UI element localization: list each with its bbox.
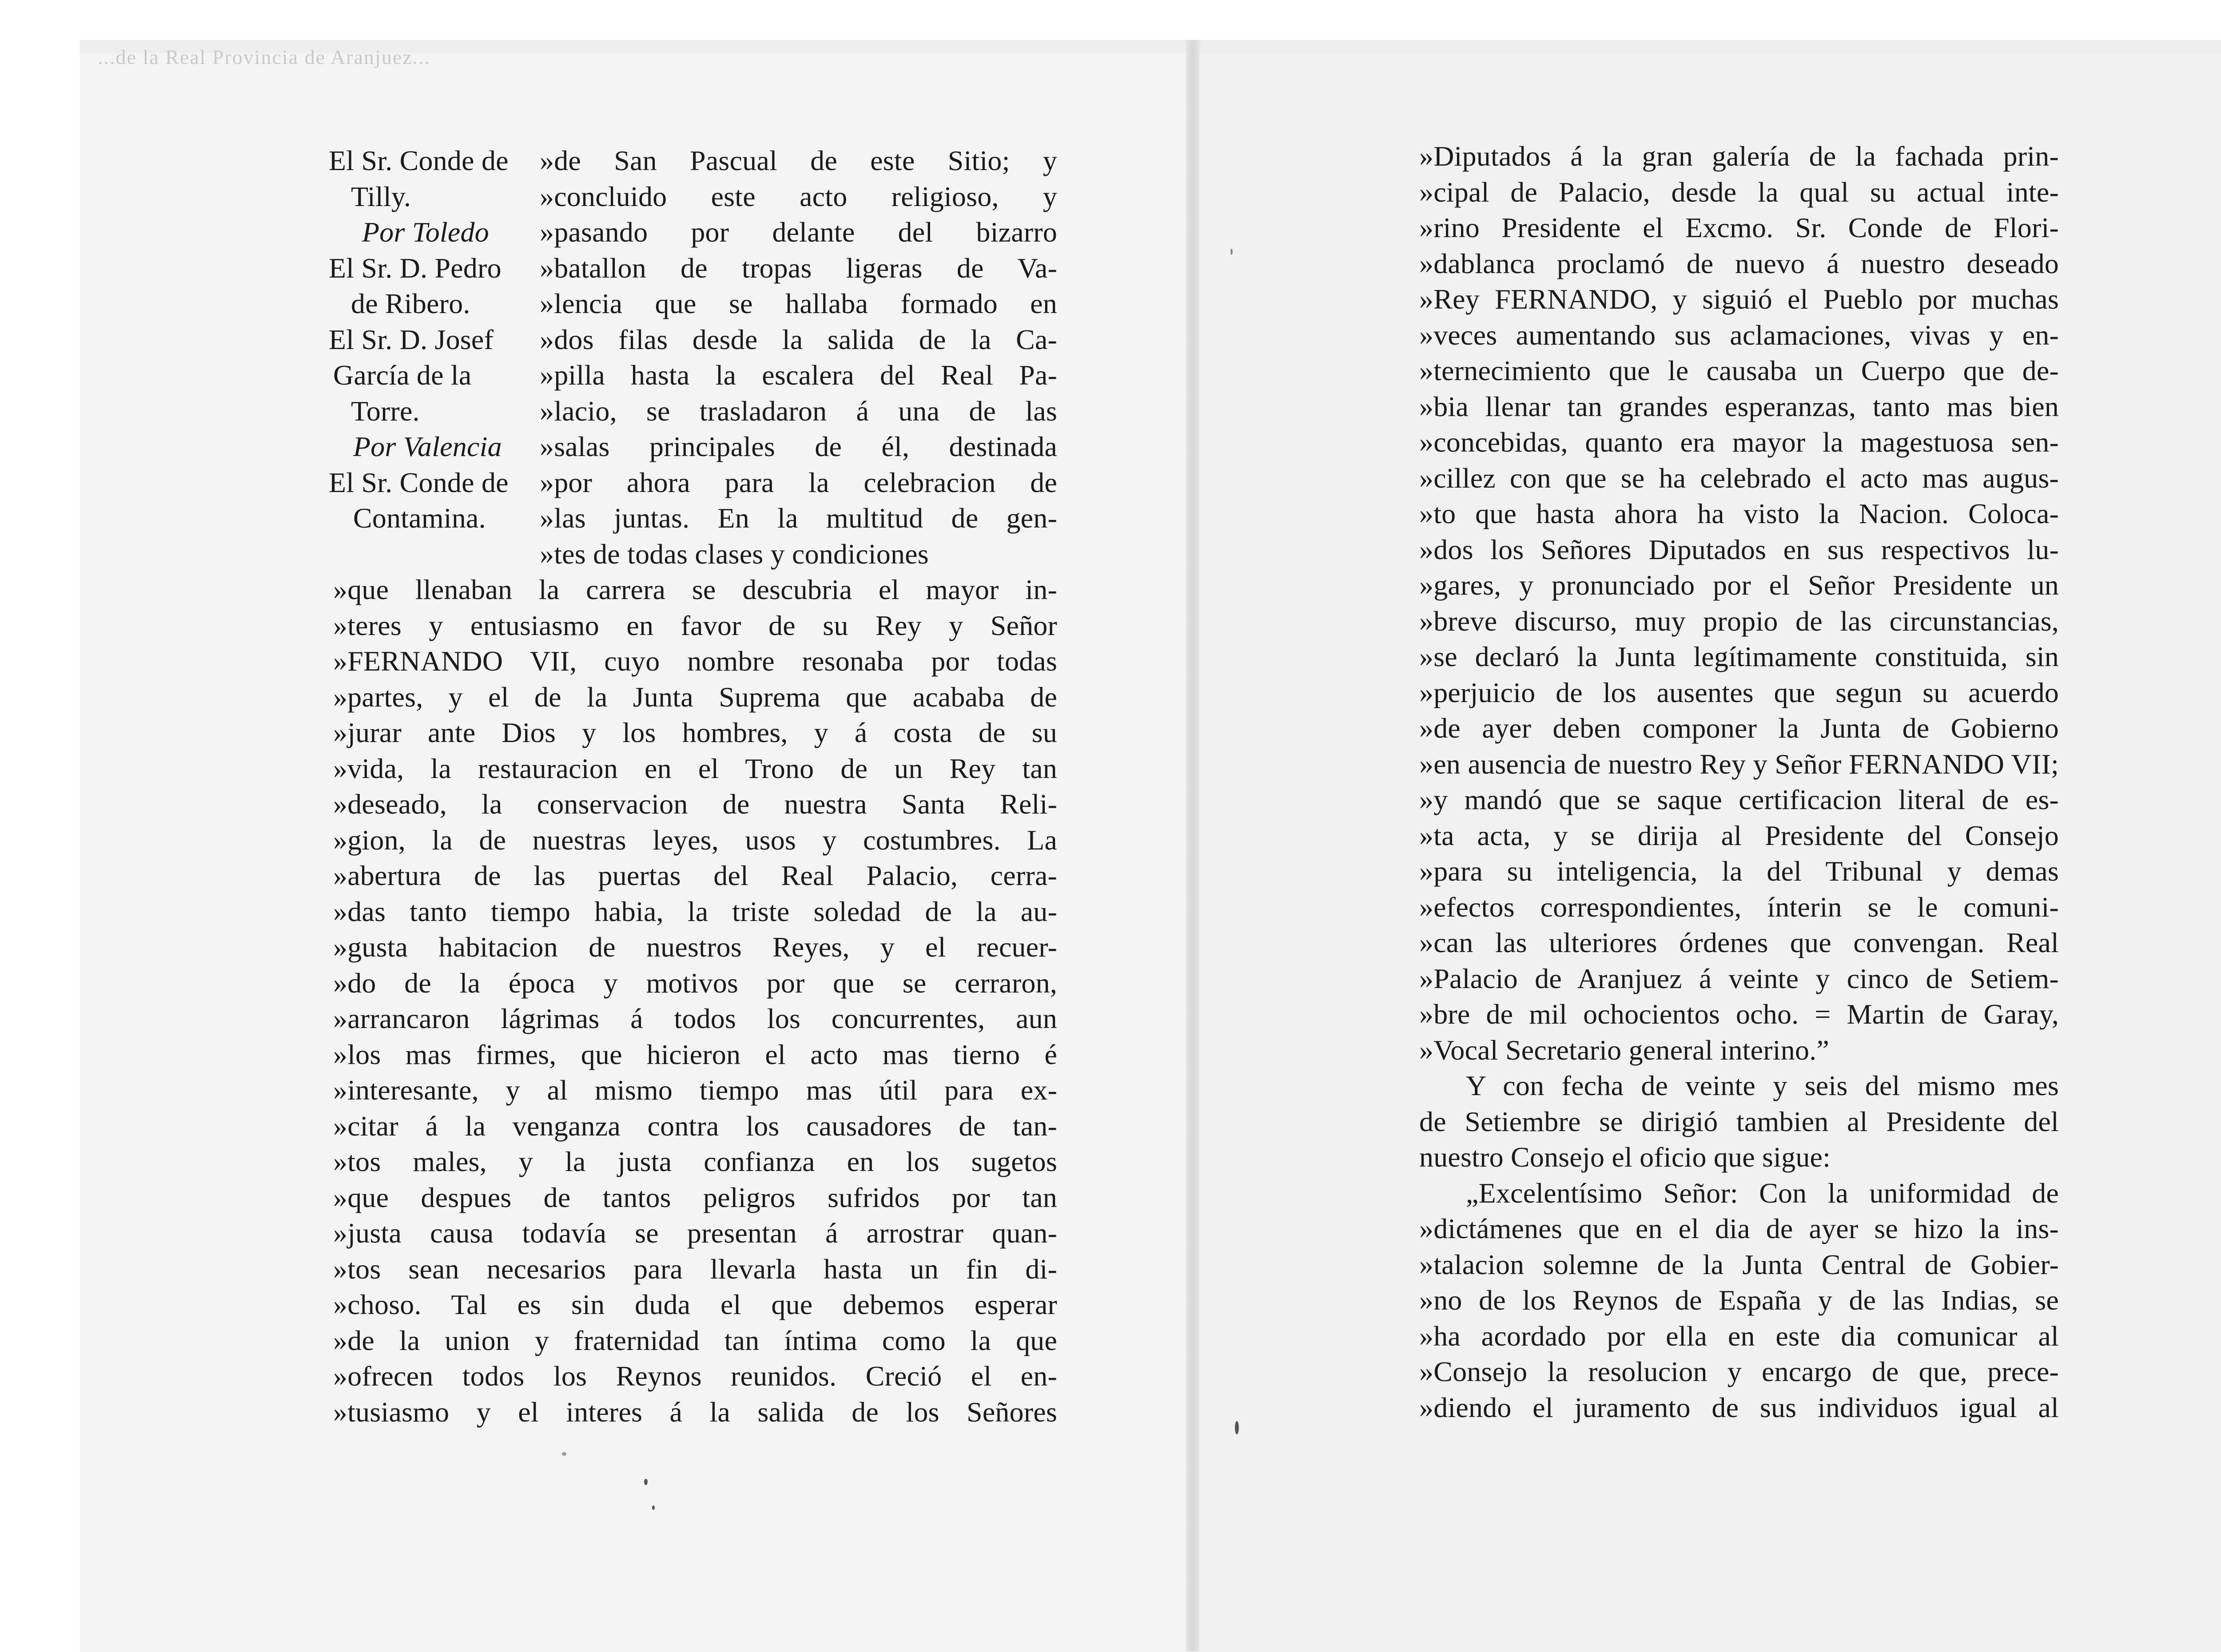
text-line: »pilla hasta la escalera del Real Pa- (540, 359, 1057, 391)
text-line: »interesante, y al mismo tiempo mas útil para ex- (333, 1074, 1057, 1106)
text-line: »bre de mil ochocientos ocho. = Martin de Garay, (1419, 998, 2059, 1030)
text-line: »lencia que se hallaba formado en (540, 288, 1057, 319)
text-line: »dictámenes que en el dia de ayer se hizo la ins- (1419, 1213, 2059, 1244)
text-line: »tos sean necesarios para llevarla hasta un fin di- (333, 1253, 1057, 1285)
margin-entry: Por Valencia (353, 431, 502, 462)
ink-speck (1230, 249, 1233, 255)
text-line: »justa causa todavía se presentan á arrostrar quan- (333, 1217, 1057, 1249)
text-line: »dos los Señores Diputados en sus respectivos lu- (1419, 533, 2059, 565)
ink-speck (652, 1505, 655, 1510)
text-line: »diendo el juramento de sus individuos igual al (1419, 1391, 2059, 1423)
text-line: »Palacio de Aranjuez á veinte y cinco de Setiem- (1419, 962, 2059, 994)
text-line: »los mas firmes, que hicieron el acto mas tierno é (333, 1038, 1057, 1070)
text-line: »choso. Tal es sin duda el que debemos esperar (333, 1289, 1057, 1320)
right-page (1199, 53, 2221, 1652)
text-line: »dablanca proclamó de nuevo á nuestro deseado (1419, 247, 2059, 279)
margin-entry: Por Toledo (362, 216, 489, 248)
text-line: »concluido este acto religioso, y (540, 180, 1057, 212)
text-line: »teres y entusiasmo en favor de su Rey y Señor (333, 609, 1057, 641)
text-line: »de la union y fraternidad tan íntima como la que (333, 1324, 1057, 1356)
text-line: »para su inteligencia, la del Tribunal y demas (1419, 855, 2059, 887)
text-line: »en ausencia de nuestro Rey y Señor FERNANDO VII; (1419, 748, 2059, 780)
text-line: »ha acordado por ella en este dia comunicar al (1419, 1320, 2059, 1352)
margin-entry: El Sr. D. Pedro (329, 252, 502, 284)
text-line: »breve discurso, muy propio de las circunstancias, (1419, 605, 2059, 637)
text-line: »que llenaban la carrera se descubria el mayor in- (333, 574, 1057, 605)
text-line: »cipal de Palacio, desde la qual su actual inte- (1419, 176, 2059, 208)
text-line: »tes de todas clases y condiciones (540, 538, 929, 570)
text-line: „Excelentísimo Señor: Con la uniformidad de (1466, 1177, 2059, 1209)
text-line: »Rey FERNANDO, y siguió el Pueblo por muchas (1419, 283, 2059, 315)
ink-speck (562, 1452, 566, 1456)
text-line: »can las ulteriores órdenes que convengan. Real (1419, 927, 2059, 958)
text-line: »por ahora para la celebracion de (540, 466, 1057, 498)
text-line: »arrancaron lágrimas á todos los concurrentes, aun (333, 1003, 1057, 1034)
text-line: »concebidas, quanto era mayor la magestuosa sen- (1419, 426, 2059, 458)
text-line: »que despues de tantos peligros sufridos por tan (333, 1181, 1057, 1213)
text-line: »efectos correspondientes, ínterin se le comuni- (1419, 891, 2059, 923)
text-line: de Setiembre se dirigió tambien al Presidente del (1419, 1105, 2059, 1137)
text-line: »de San Pascual de este Sitio; y (540, 145, 1057, 176)
text-line: »partes, y el de la Junta Suprema que acababa de (333, 681, 1057, 713)
text-line: »no de los Reynos de España y de las Indias, se (1419, 1284, 2059, 1316)
text-line: Y con fecha de veinte y seis del mismo mes (1466, 1070, 2059, 1101)
text-line: »dos filas desde la salida de la Ca- (540, 323, 1057, 355)
text-line: »FERNANDO VII, cuyo nombre resonaba por todas (333, 645, 1057, 677)
text-line: »gion, la de nuestras leyes, usos y costumbres. La (333, 824, 1057, 856)
text-line: »jurar ante Dios y los hombres, y á costa de su (333, 717, 1057, 748)
text-line: »batallon de tropas ligeras de Va- (540, 252, 1057, 284)
text-line: »to que hasta ahora ha visto la Nacion. Coloca- (1419, 498, 2059, 529)
text-line: nuestro Consejo el oficio que sigue: (1419, 1141, 1831, 1173)
text-line: »veces aumentando sus aclamaciones, vivas y en- (1419, 319, 2059, 351)
text-line: »deseado, la conservacion de nuestra Santa Reli- (333, 788, 1057, 820)
text-line: »do de la época y motivos por que se cerraron, (333, 967, 1057, 999)
margin-entry: Torre. (351, 395, 420, 427)
book-gutter (1186, 40, 1200, 1652)
text-line: »talacion solemne de la Junta Central de Gobier- (1419, 1248, 2059, 1280)
text-line: »y mandó que se saque certificacion literal de es- (1419, 784, 2059, 815)
text-line: »salas principales de él, destinada (540, 431, 1057, 462)
text-line: »Diputados á la gran galería de la fachada prin- (1419, 140, 2059, 172)
margin-entry: de Ribero. (351, 288, 470, 319)
text-line: »ofrecen todos los Reynos reunidos. Creció el en- (333, 1360, 1057, 1392)
text-line: »pasando por delante del bizarro (540, 216, 1057, 248)
margin-entry: Contamina. (353, 502, 486, 534)
margin-entry: El Sr. D. Josef (329, 323, 494, 355)
margin-entry: El Sr. Conde de (329, 145, 509, 176)
margin-entry: El Sr. Conde de (329, 466, 509, 498)
text-line: »se declaró la Junta legítimamente constituida, sin (1419, 641, 2059, 672)
text-line: »das tanto tiempo habia, la triste soledad de la au- (333, 895, 1057, 927)
margin-entry: García de la (333, 359, 472, 391)
text-line: »de ayer deben componer la Junta de Gobierno (1419, 712, 2059, 744)
text-line: »abertura de las puertas del Real Palacio, cerra- (333, 860, 1057, 891)
left-page (80, 46, 1187, 1652)
bleed-through-header: ...de la Real Provincia de Aranjuez... (98, 46, 431, 68)
text-line: »gares, y pronunciado por el Señor Presidente un (1419, 569, 2059, 601)
text-line: »gusta habitacion de nuestros Reyes, y el recuer- (333, 931, 1057, 963)
book-spread (80, 40, 2221, 1652)
text-line: »ta acta, y se dirija al Presidente del Consejo (1419, 819, 2059, 851)
text-line: »bia llenar tan grandes esperanzas, tanto mas bien (1419, 390, 2059, 422)
text-line: »Vocal Secretario general interino.” (1419, 1034, 1829, 1066)
text-line: »las juntas. En la multitud de gen- (540, 502, 1057, 534)
text-line: »vida, la restauracion en el Trono de un Rey tan (333, 752, 1057, 784)
text-line: »tos males, y la justa confianza en los sugetos (333, 1146, 1057, 1177)
text-line: »lacio, se trasladaron á una de las (540, 395, 1057, 427)
text-line: »Consejo la resolucion y encargo de que, prece- (1419, 1356, 2059, 1387)
ink-speck (644, 1479, 648, 1485)
margin-entry: Tilly. (351, 180, 411, 212)
text-line: »rino Presidente el Excmo. Sr. Conde de Flori- (1419, 212, 2059, 243)
text-line: »perjuicio de los ausentes que segun su acuerdo (1419, 676, 2059, 708)
ink-speck (1235, 1421, 1239, 1434)
text-line: »tusiasmo y el interes á la salida de los Señores (333, 1396, 1057, 1428)
text-line: »cillez con que se ha celebrado el acto mas augus- (1419, 462, 2059, 494)
text-line: »ternecimiento que le causaba un Cuerpo que de- (1419, 355, 2059, 386)
text-line: »citar á la venganza contra los causadores de tan- (333, 1110, 1057, 1142)
